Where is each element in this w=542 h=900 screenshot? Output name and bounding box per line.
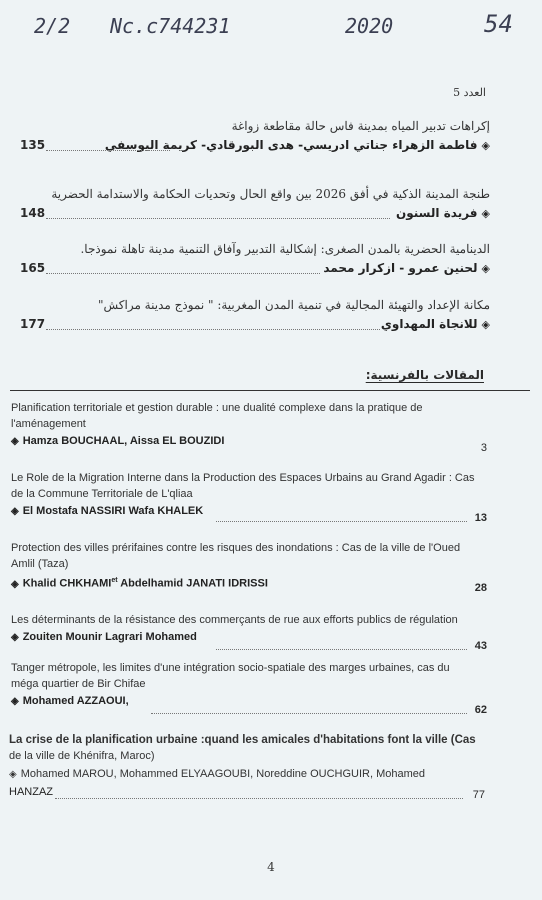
french-entry xyxy=(11,660,487,716)
entry-authors: ◈للانجاة المهداوي xyxy=(380,317,490,331)
diamond-icon: ◈ xyxy=(481,318,490,331)
entry-title-line: de la ville de Khénifra, Maroc) xyxy=(9,750,155,762)
entry-title: إكراهات تدبير المياه بمدينة فاس حالة مقاطعة زواغة xyxy=(231,119,490,133)
diamond-icon: ◈ xyxy=(11,632,19,643)
entry-page: 177 xyxy=(20,317,46,331)
dot-leader xyxy=(151,713,467,714)
french-entry xyxy=(11,470,487,524)
entry-title-line: Les déterminants de la résistance des commerçants de rue aux efforts publics de régulation xyxy=(11,614,458,626)
handwriting-year: 2020 xyxy=(345,14,394,38)
entry-title: الدينامية الحضرية بالمدن الصغرى: إشكالية التدبير وآفاق التنمية مدينة تاهلة نموذجا. xyxy=(80,242,490,256)
entry-title-line: de la Commune Territoriale de L'qliaa xyxy=(11,488,193,500)
handwriting-code: Nc.c744231 xyxy=(110,14,231,38)
diamond-icon: ◈ xyxy=(481,207,490,220)
french-entry xyxy=(9,732,485,801)
diamond-icon: ◈ xyxy=(481,139,490,152)
page-number: 4 xyxy=(267,860,275,874)
arabic-entry xyxy=(20,185,490,225)
entry-page: 3 xyxy=(480,442,487,454)
entry-authors: ◈ El Mostafa NASSIRI Wafa KHALEK xyxy=(11,505,204,517)
entry-title: مكانة الإعداد والتهيئة المجالية في تنمية المدن المغربية: " نموذج مدينة مراكش" xyxy=(97,298,490,312)
diamond-icon: ◈ xyxy=(11,578,19,590)
french-entry xyxy=(11,400,487,454)
handwritten-annotation xyxy=(0,8,542,48)
entry-page: 77 xyxy=(472,789,485,801)
diamond-icon: ◈ xyxy=(481,262,490,275)
dot-leader xyxy=(46,329,380,330)
entry-page: 28 xyxy=(474,582,487,594)
entry-title-line: Planification territoriale et gestion durable : une dualité complexe dans la pratique de xyxy=(11,402,423,414)
dot-leader xyxy=(46,273,320,274)
french-articles-heading: المقالات بالفرنسية: xyxy=(365,368,484,382)
handwriting-number: 54 xyxy=(484,10,513,38)
entry-page: 13 xyxy=(474,512,487,524)
entry-title: طنجة المدينة الذكية في أفق 2026 بين واقع الحال وتحديات الحكامة والاستدامة الحضرية xyxy=(51,187,490,201)
diamond-icon: ◈ xyxy=(11,696,19,707)
entry-title-line: La crise de la planification urbaine :quand les amicales d'habitations font la ville (Cas xyxy=(9,734,476,746)
entry-title-line: méga quartier de Bir Chifae xyxy=(11,678,146,690)
diamond-icon: ◈ xyxy=(11,436,19,447)
entry-title-line: Protection des villes prérifaines contre les risques des inondations : Cas de la ville de l'Oued xyxy=(11,542,461,554)
entry-title-line: l'aménagement xyxy=(11,418,86,430)
arabic-entry xyxy=(20,240,490,280)
dot-leader xyxy=(46,218,390,219)
dot-leader xyxy=(55,798,463,799)
diamond-icon: ◈ xyxy=(11,506,19,517)
handwriting-fraction: 2/2 xyxy=(34,14,71,38)
entry-title-line: Tanger métropole, les limites d'une intégration socio-spatiale des marges urbaines, cas du xyxy=(11,662,450,674)
entry-page: 43 xyxy=(474,640,487,652)
entry-page: 135 xyxy=(20,138,46,152)
entry-authors: ◈فاطمة الزهراء جناتي ادريسي- هدى البورقادي- كريمة اليوسفي xyxy=(104,138,490,152)
dot-leader xyxy=(216,521,467,522)
diamond-icon: ◈ xyxy=(9,769,17,780)
entry-authors: ◈فريدة السنون xyxy=(396,206,490,220)
entry-authors: ◈ Zouiten Mounir Lagrari Mohamed xyxy=(11,631,197,643)
entry-authors: HANZAZ xyxy=(9,786,53,798)
entry-title-line: Le Role de la Migration Interne dans la Production des Espaces Urbains au Grand Agadir : Cas xyxy=(11,472,475,484)
french-entry xyxy=(11,612,487,652)
entry-authors: ◈ Mohamed MAROU, Mohammed ELYAAGOUBI, Noreddine OUCHGUIR, Mohamed xyxy=(9,768,425,780)
entry-authors: ◈ Khalid $CHKHAMI^{et}$ Abdelhamid JANATI IDRISSI xyxy=(11,577,268,590)
entry-page: 148 xyxy=(20,206,46,220)
entry-page: 62 xyxy=(474,704,487,716)
entry-authors: ◈لحنين عمرو - ازكرار محمد xyxy=(323,261,490,275)
entry-title-line: Amlil (Taza) xyxy=(11,558,69,570)
arabic-entry xyxy=(20,117,490,157)
issue-label: العدد 5 xyxy=(453,86,486,99)
entry-authors: ◈ Hamza BOUCHAAL, Aissa EL BOUZIDI xyxy=(11,435,225,447)
dot-leader xyxy=(216,649,467,650)
arabic-entry xyxy=(20,296,490,336)
entry-page: 165 xyxy=(20,261,46,275)
dot-leader xyxy=(46,150,170,151)
french-entry xyxy=(11,540,487,594)
section-divider xyxy=(10,390,530,391)
entry-authors: ◈ Mohamed AZZAOUI, xyxy=(11,695,129,707)
